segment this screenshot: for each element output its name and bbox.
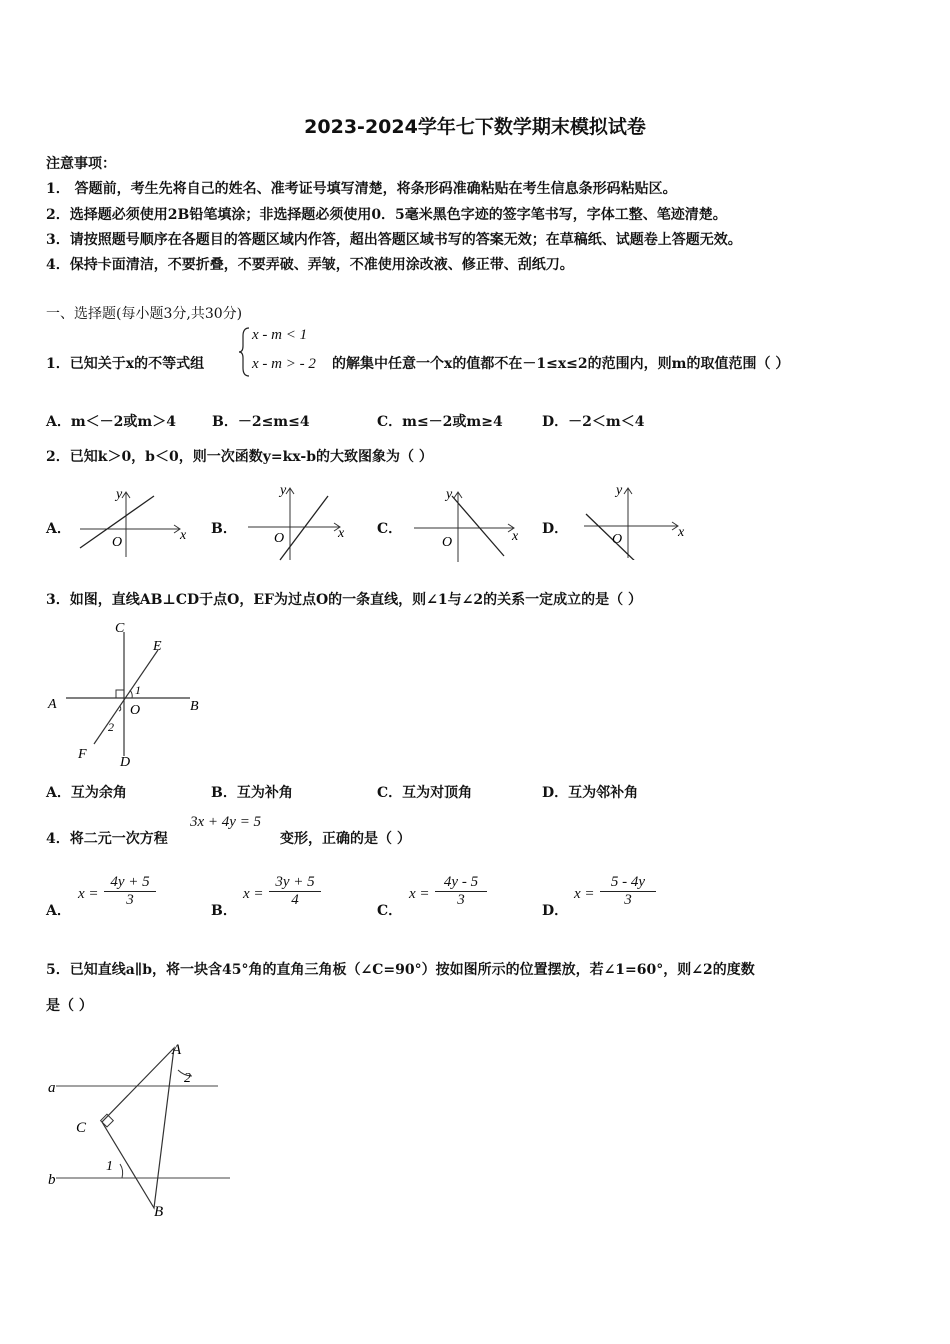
q1-option-a[interactable]: A．m＜－2或m＞4 xyxy=(46,414,176,430)
q5-text-line2: 是（ ） xyxy=(46,998,93,1014)
q2-graph-d xyxy=(576,480,696,560)
q3-text: 3．如图，直线AB⊥CD于点O，EF为过点O的一条直线，则∠1与∠2的关系一定成立的是（ ） xyxy=(46,592,642,608)
svg-text:a: a xyxy=(48,1080,56,1096)
q4-fraction-a xyxy=(104,874,156,909)
q4-lhs: x = xyxy=(78,886,99,902)
svg-text:O: O xyxy=(274,531,285,546)
denominator: 3 xyxy=(126,892,134,908)
q1-text-after: 的解集中任意一个x的值都不在－1≤x≤2的范围内，则m的取值范围（ ） xyxy=(332,356,790,372)
q3-option-c[interactable]: C．互为对顶角 xyxy=(377,785,473,801)
svg-text:C: C xyxy=(115,621,125,636)
numerator: 4y - 5 xyxy=(435,874,487,892)
svg-text:y: y xyxy=(616,483,623,498)
q3-option-a[interactable]: A．互为余角 xyxy=(46,785,127,801)
svg-text:E: E xyxy=(153,639,162,654)
svg-text:O: O xyxy=(130,703,141,718)
q3-figure xyxy=(40,614,220,774)
notice-item: 3．请按照题号顺序在各题目的答题区域内作答，超出答题区域书写的答案无效；在草稿纸、试题卷上答题无效。 xyxy=(46,232,742,248)
q4-option-d[interactable]: D． xyxy=(542,903,569,919)
svg-text:y: y xyxy=(280,483,287,498)
q4-fraction-c xyxy=(435,874,487,909)
q3-option-b[interactable]: B．互为补角 xyxy=(211,785,293,801)
svg-text:x: x xyxy=(180,528,187,543)
q2-graph-a xyxy=(72,482,192,562)
q4-option-a[interactable]: A． xyxy=(46,903,71,919)
q4-text-after: 变形，正确的是（ ） xyxy=(280,831,411,847)
svg-text:1: 1 xyxy=(135,683,141,697)
svg-text:1: 1 xyxy=(106,1159,113,1174)
notice-item: 1． 答题前，考生先将自己的姓名、准考证号填写清楚，将条形码准确粘贴在考生信息条形码粘贴区。 xyxy=(46,181,677,197)
notice-item: 2．选择题必须使用2B铅笔填涂；非选择题必须使用0．5毫米黑色字迹的签字笔书写，字体工整、笔迹清楚。 xyxy=(46,207,727,223)
svg-text:O: O xyxy=(612,532,623,547)
q1-system-line1: x - m < 1 xyxy=(252,327,308,343)
q4-fraction-b xyxy=(269,874,321,909)
q2-option-c[interactable]: C． xyxy=(377,521,403,537)
svg-text:y: y xyxy=(446,487,453,502)
q2-option-a[interactable]: A． xyxy=(46,521,71,537)
page-title: 2023-2024学年七下数学期末模拟试卷 xyxy=(304,116,646,138)
q4-lhs: x = xyxy=(243,886,264,902)
numerator: 4y + 5 xyxy=(104,874,156,892)
denominator: 3 xyxy=(457,892,465,908)
q1-system-line2: x - m > - 2 xyxy=(252,356,316,372)
svg-text:x: x xyxy=(512,529,519,544)
q2-text: 2．已知k＞0，b＜0，则一次函数y=kx-b的大致图象为（ ） xyxy=(46,449,433,465)
q5-text-line1: 5．已知直线a∥b，将一块含45°角的直角三角板（∠C=90°）按如图所示的位置摆放，若∠1=60°，则∠2的度数 xyxy=(46,962,755,978)
q1-option-d[interactable]: D．－2＜m＜4 xyxy=(542,414,645,430)
svg-text:A: A xyxy=(172,1042,182,1058)
q1-text-before: 1．已知关于x的不等式组 xyxy=(46,356,205,372)
q5-figure xyxy=(40,1036,240,1221)
numerator: 3y + 5 xyxy=(269,874,321,892)
notice-heading: 注意事项： xyxy=(46,156,116,172)
notice-item: 4．保持卡面清洁，不要折叠，不要弄破、弄皱，不准使用涂改液、修正带、刮纸刀。 xyxy=(46,257,574,273)
svg-text:B: B xyxy=(154,1204,164,1220)
svg-text:b: b xyxy=(48,1172,56,1188)
q2-option-d[interactable]: D． xyxy=(542,521,569,537)
q4-text-before: 4．将二元一次方程 xyxy=(46,831,168,847)
q3-option-d[interactable]: D．互为邻补角 xyxy=(542,785,639,801)
svg-text:O: O xyxy=(442,535,453,550)
numerator: 5 - 4y xyxy=(600,874,656,892)
svg-text:B: B xyxy=(190,699,199,714)
q2-graph-c xyxy=(408,484,528,564)
svg-text:y: y xyxy=(116,487,123,502)
q2-option-b[interactable]: B． xyxy=(211,521,237,537)
section-heading: 一、选择题(每小题3分,共30分) xyxy=(46,306,243,322)
denominator: 4 xyxy=(291,892,299,908)
q4-equation: 3x + 4y = 5 xyxy=(190,814,262,830)
denominator: 3 xyxy=(624,892,632,908)
svg-text:x: x xyxy=(338,526,345,541)
q4-lhs: x = xyxy=(574,886,595,902)
q2-graph-b xyxy=(240,482,360,562)
svg-text:A: A xyxy=(48,697,57,712)
svg-text:C: C xyxy=(76,1120,87,1136)
q4-lhs: x = xyxy=(409,886,430,902)
svg-text:2: 2 xyxy=(108,720,114,734)
brace-icon xyxy=(238,326,252,378)
svg-text:D: D xyxy=(120,755,131,770)
svg-text:O: O xyxy=(112,535,123,550)
q4-option-c[interactable]: C． xyxy=(377,903,403,919)
q4-fraction-d xyxy=(600,874,656,909)
svg-text:2: 2 xyxy=(184,1071,191,1086)
svg-text:F: F xyxy=(78,747,87,762)
q1-option-c[interactable]: C．m≤－2或m≥4 xyxy=(377,414,503,430)
svg-text:x: x xyxy=(678,525,685,540)
q4-option-b[interactable]: B． xyxy=(211,903,237,919)
q1-option-b[interactable]: B．－2≤m≤4 xyxy=(212,414,310,430)
